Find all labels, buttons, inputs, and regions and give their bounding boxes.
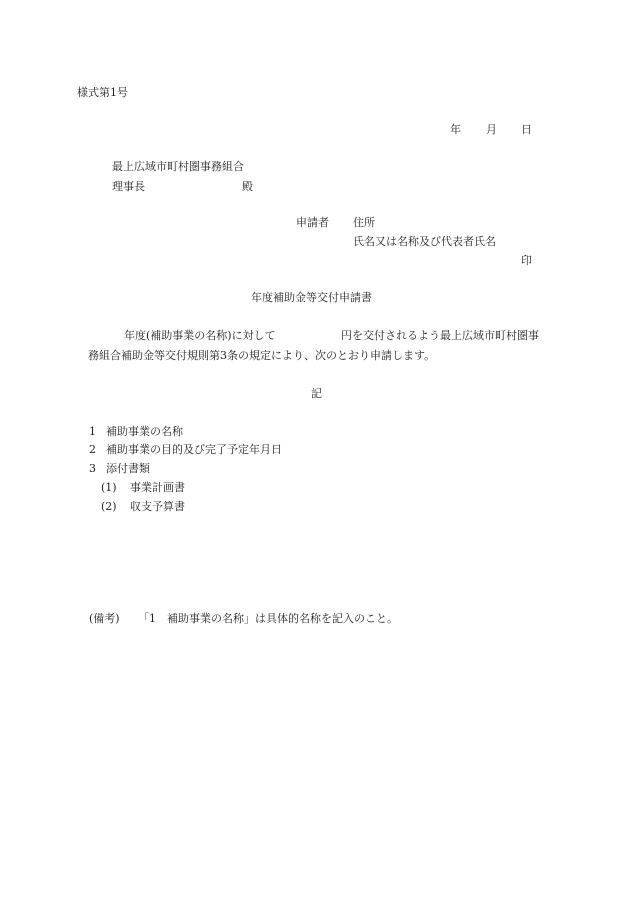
sub-item-text: 事業計画書	[130, 481, 185, 494]
body-line-1a: 年度(補助事業の名称)に対して	[124, 329, 276, 342]
document-title: 年度補助金等交付申請書	[251, 291, 372, 304]
list-item-number: 1	[89, 425, 96, 438]
addressee-title: 理事長	[112, 180, 145, 193]
sub-item-number: (1)	[101, 481, 117, 494]
applicant-label: 申請者	[296, 216, 329, 229]
addressee-org: 最上広域市町村圏事務組合	[112, 160, 244, 173]
note-label: (備考)	[89, 612, 120, 625]
applicant-name-label: 氏名又は名称及び代表者氏名	[353, 235, 496, 248]
applicant-address-label: 住所	[353, 216, 375, 229]
addressee-honorific: 殿	[242, 180, 253, 193]
sub-item-text: 収支予算書	[130, 500, 185, 513]
body-line-2: 務組合補助金等交付規則第3条の規定により、次のとおり申請します。	[88, 349, 436, 362]
list-item-number: 3	[89, 462, 96, 475]
list-item-text: 補助事業の目的及び完了予定年月日	[106, 443, 282, 456]
list-item-number: 2	[89, 443, 96, 456]
date-year-label: 年	[450, 123, 461, 136]
list-item-text: 補助事業の名称	[106, 425, 183, 438]
note-text: 「1 補助事業の名称」は具体的名称を記入のこと。	[138, 612, 398, 625]
form-number: 様式第1号	[77, 86, 128, 99]
date-month-label: 月	[486, 123, 497, 136]
body-line-1b: 円を交付されるよう最上広域市町村圏事	[341, 329, 539, 342]
sub-item-number: (2)	[101, 500, 117, 513]
seal-mark: 印	[521, 254, 532, 267]
ki-heading: 記	[311, 387, 322, 400]
list-item-text: 添付書類	[106, 462, 150, 475]
date-day-label: 日	[521, 123, 532, 136]
